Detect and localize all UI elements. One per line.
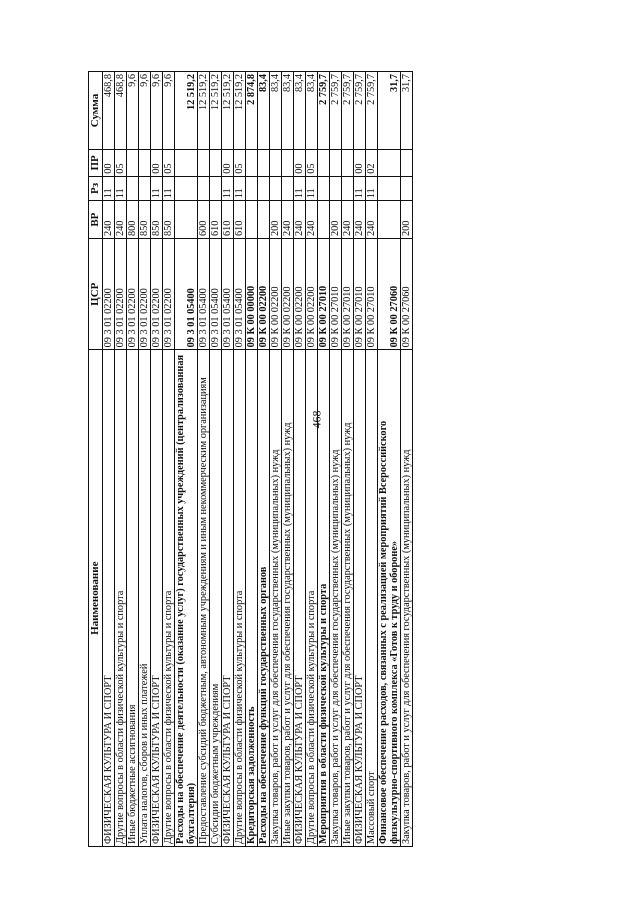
cell-pr: 02	[366, 150, 378, 177]
table-body	[103, 72, 413, 847]
cell-csr: 09 3 01 02200	[163, 239, 175, 350]
cell-sum: 9,6	[151, 72, 163, 150]
table-row	[342, 72, 354, 847]
cell-rz: 11	[151, 176, 163, 200]
cell-rz	[270, 176, 282, 200]
cell-name: Другие вопросы в области физической культуры и спорта	[163, 350, 175, 847]
cell-csr: 09 3 01 02200	[127, 239, 139, 350]
table-row	[115, 72, 127, 847]
cell-csr: 09 3 01 05400	[210, 239, 222, 350]
cell-csr: 09 3 01 02200	[103, 239, 115, 350]
cell-pr	[378, 150, 401, 177]
cell-pr: 05	[306, 150, 318, 177]
cell-vr: 240	[282, 201, 294, 239]
cell-name: Закупка товаров, работ и услуг для обеспечения государственных (муниципальных) нужд	[401, 350, 413, 847]
cell-csr: 09 К 00 27010	[366, 239, 378, 350]
cell-pr	[330, 150, 342, 177]
cell-sum: 12 519,2	[210, 72, 222, 150]
cell-rz	[330, 176, 342, 200]
cell-name: Расходы на обеспечение функций государственных органов	[258, 350, 270, 847]
table-row	[151, 72, 163, 847]
cell-pr	[270, 150, 282, 177]
table-row	[378, 72, 401, 847]
cell-sum: 83,4	[294, 72, 306, 150]
cell-vr: 240	[342, 201, 354, 239]
cell-pr: 00	[354, 150, 366, 177]
cell-rz	[342, 176, 354, 200]
cell-name: ФИЗИЧЕСКАЯ КУЛЬТУРА И СПОРТ	[294, 350, 306, 847]
cell-rz: 11	[306, 176, 318, 200]
table-row	[270, 72, 282, 847]
table-row	[258, 72, 270, 847]
table-row	[401, 72, 413, 847]
cell-vr: 240	[366, 201, 378, 239]
cell-pr: 00	[103, 150, 115, 177]
cell-sum: 31,7	[401, 72, 413, 150]
table-row	[139, 72, 151, 847]
cell-csr: 09 К 00 02200	[282, 239, 294, 350]
table-row	[330, 72, 342, 847]
cell-vr: 610	[222, 201, 234, 239]
cell-sum: 83,4	[282, 72, 294, 150]
cell-name: Иные бюджетные ассигнования	[127, 350, 139, 847]
cell-name: Другие вопросы в области физической культуры и спорта	[234, 350, 246, 847]
cell-name: ФИЗИЧЕСКАЯ КУЛЬТУРА И СПОРТ	[103, 350, 115, 847]
cell-vr: 240	[294, 201, 306, 239]
table-row	[246, 72, 258, 847]
cell-name: Предоставление субсидий бюджетным, автономным учреждениям и иным некоммерческим организациям	[198, 350, 210, 847]
cell-pr	[342, 150, 354, 177]
cell-sum: 12 519,2	[175, 72, 198, 150]
cell-csr: 09 К 00 02200	[270, 239, 282, 350]
cell-rz: 11	[163, 176, 175, 200]
cell-sum: 83,4	[306, 72, 318, 150]
cell-name: Уплата налогов, сборов и иных платежей	[139, 350, 151, 847]
cell-rz: 11	[354, 176, 366, 200]
cell-name: Кредиторская задолженность	[246, 350, 258, 847]
cell-rz	[210, 176, 222, 200]
cell-csr: 09 К 00 02200	[294, 239, 306, 350]
cell-csr: 09 3 01 02200	[139, 239, 151, 350]
table-row	[198, 72, 210, 847]
cell-sum: 468,8	[103, 72, 115, 150]
cell-name: Финансовое обеспечение расходов, связанных с реализацией мероприятий Всероссийского физкультурно-спортивного комплекса «Готов к труду и обороне»	[378, 350, 401, 847]
header-rz: Рз	[89, 176, 103, 200]
cell-rz	[378, 176, 401, 200]
table-row	[234, 72, 246, 847]
cell-sum: 2 874,8	[246, 72, 258, 150]
cell-csr: 09 К 00 27010	[318, 239, 330, 350]
cell-pr: 00	[151, 150, 163, 177]
cell-rz: 11	[234, 176, 246, 200]
cell-pr	[198, 150, 210, 177]
cell-rz: 11	[115, 176, 127, 200]
cell-name: Иные закупки товаров, работ и услуг для обеспечения государственных (муниципальных) нужд	[342, 350, 354, 847]
cell-vr	[258, 201, 270, 239]
page-number: 468	[309, 410, 324, 429]
cell-pr	[318, 150, 330, 177]
cell-rz	[258, 176, 270, 200]
cell-sum: 2 759,7	[342, 72, 354, 150]
cell-csr: 09 3 01 02200	[115, 239, 127, 350]
header-vr: ВР	[89, 201, 103, 239]
cell-sum: 83,4	[270, 72, 282, 150]
cell-vr: 240	[354, 201, 366, 239]
cell-csr: 09 3 01 05400	[234, 239, 246, 350]
cell-name: ФИЗИЧЕСКАЯ КУЛЬТУРА И СПОРТ	[222, 350, 234, 847]
cell-vr: 200	[401, 201, 413, 239]
cell-sum: 2 759,7	[318, 72, 330, 150]
cell-rz	[198, 176, 210, 200]
cell-pr	[401, 150, 413, 177]
cell-sum: 9,6	[139, 72, 151, 150]
header-row	[89, 72, 103, 847]
cell-csr: 09 3 01 05400	[175, 239, 198, 350]
cell-pr: 05	[234, 150, 246, 177]
cell-vr: 610	[234, 201, 246, 239]
cell-vr: 240	[115, 201, 127, 239]
cell-pr: 00	[222, 150, 234, 177]
cell-name: Расходы на обеспечение деятельности (оказание услуг) государственных учреждений (централизованная бухгалтерия)	[175, 350, 198, 847]
cell-sum: 2 759,7	[366, 72, 378, 150]
cell-vr: 600	[198, 201, 210, 239]
table-row	[175, 72, 198, 847]
cell-vr	[378, 201, 401, 239]
rotated-table-container	[88, 71, 413, 847]
cell-pr	[139, 150, 151, 177]
cell-csr: 09 К 00 27060	[401, 239, 413, 350]
table-row	[306, 72, 318, 847]
cell-rz: 11	[222, 176, 234, 200]
cell-csr: 09 К 00 00000	[246, 239, 258, 350]
cell-pr: 05	[115, 150, 127, 177]
cell-vr: 240	[306, 201, 318, 239]
table-row	[366, 72, 378, 847]
cell-csr: 09 К 00 02200	[258, 239, 270, 350]
table-row	[103, 72, 115, 847]
cell-pr	[258, 150, 270, 177]
cell-name: Мероприятия в области физической культуры и спорта	[318, 350, 330, 847]
cell-rz	[175, 176, 198, 200]
header-csr: ЦСР	[89, 239, 103, 350]
cell-rz	[139, 176, 151, 200]
cell-pr	[127, 150, 139, 177]
table-row	[354, 72, 366, 847]
cell-rz: 11	[294, 176, 306, 200]
table-row	[294, 72, 306, 847]
cell-vr: 800	[127, 201, 139, 239]
cell-vr: 200	[270, 201, 282, 239]
cell-name: Другие вопросы в области физической культуры и спорта	[115, 350, 127, 847]
cell-pr	[210, 150, 222, 177]
cell-sum: 2 759,7	[330, 72, 342, 150]
cell-vr: 850	[163, 201, 175, 239]
cell-pr	[246, 150, 258, 177]
cell-sum: 12 519,2	[222, 72, 234, 150]
cell-name: Закупка товаров, работ и услуг для обеспечения государственных (муниципальных) нужд	[330, 350, 342, 847]
cell-csr: 09 К 00 02200	[306, 239, 318, 350]
cell-vr: 850	[139, 201, 151, 239]
cell-name: Другие вопросы в области физической культуры и спорта	[306, 350, 318, 847]
header-sum: Сумма	[89, 72, 103, 150]
cell-vr	[175, 201, 198, 239]
cell-sum: 12 519,2	[234, 72, 246, 150]
cell-sum: 12 519,2	[198, 72, 210, 150]
table-row	[210, 72, 222, 847]
cell-csr: 09 К 00 27010	[342, 239, 354, 350]
table-row	[318, 72, 330, 847]
cell-sum: 31,7	[378, 72, 401, 150]
cell-pr	[175, 150, 198, 177]
cell-rz	[318, 176, 330, 200]
cell-sum: 2 759,7	[354, 72, 366, 150]
cell-name: Закупка товаров, работ и услуг для обеспечения государственных (муниципальных) нужд	[270, 350, 282, 847]
cell-rz: 11	[366, 176, 378, 200]
cell-name: Субсидии бюджетным учреждениям	[210, 350, 222, 847]
cell-csr: 09 К 00 27010	[354, 239, 366, 350]
cell-pr: 00	[294, 150, 306, 177]
cell-csr: 09 К 00 27060	[378, 239, 401, 350]
cell-name: Массовый спорт	[366, 350, 378, 847]
table-row	[282, 72, 294, 847]
cell-name: ФИЗИЧЕСКАЯ КУЛЬТУРА И СПОРТ	[354, 350, 366, 847]
cell-sum: 9,6	[163, 72, 175, 150]
cell-vr: 850	[151, 201, 163, 239]
cell-csr: 09 К 00 27010	[330, 239, 342, 350]
table-row	[127, 72, 139, 847]
table-row	[163, 72, 175, 847]
cell-vr: 610	[210, 201, 222, 239]
header-name: Наименование	[89, 350, 103, 847]
cell-rz	[282, 176, 294, 200]
budget-table	[88, 71, 413, 847]
cell-sum: 468,8	[115, 72, 127, 150]
cell-csr: 09 3 01 05400	[222, 239, 234, 350]
cell-vr	[246, 201, 258, 239]
cell-sum: 83,4	[258, 72, 270, 150]
header-pr: ПР	[89, 150, 103, 177]
cell-name: Иные закупки товаров, работ и услуг для обеспечения государственных (муниципальных) нужд	[282, 350, 294, 847]
cell-csr: 09 3 01 02200	[151, 239, 163, 350]
cell-sum: 9,6	[127, 72, 139, 150]
cell-pr	[282, 150, 294, 177]
cell-rz	[246, 176, 258, 200]
cell-rz: 11	[103, 176, 115, 200]
cell-rz	[401, 176, 413, 200]
cell-vr: 200	[330, 201, 342, 239]
cell-vr: 240	[103, 201, 115, 239]
table-row	[222, 72, 234, 847]
cell-rz	[127, 176, 139, 200]
cell-vr	[318, 201, 330, 239]
cell-pr: 05	[163, 150, 175, 177]
cell-name: ФИЗИЧЕСКАЯ КУЛЬТУРА И СПОРТ	[151, 350, 163, 847]
cell-csr: 09 3 01 05400	[198, 239, 210, 350]
